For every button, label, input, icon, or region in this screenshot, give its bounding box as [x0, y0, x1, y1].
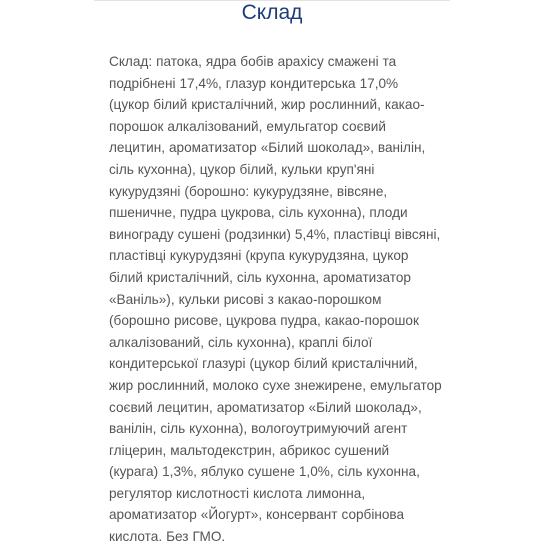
ingredients-text: Склад: патока, ядра бобів арахісу смажені та подрібнені 17,4%, глазур кондитерська 17,0% (цукор білий кристалічний, жир рослинний, какао- порошок алкалізований, емульгатор соєвий лецитин, ароматизатор «Білий шоколад», ванілін, сіль кухонна), цукор білий, кульки круп'яні кукурудзяні (борошно: кукурудзяне, вівсяне, пшеничне, пудра цукрова, сіль кухонна), плоди винограду сушені (родзинки) 5,4%, пластівці вівсяні, пластівці кукурудзяні (крупа кукурудзяна, цукор білий кристалічний, сіль кухонна, ароматизатор «Ваніль»), кульки рисові з какао-порошком (борошно рисове, цукрова пудра, какао-порошок алкалізований, сіль кухонна), краплі білої кондитерської глазурі (цукор білий кристалічний, жир рослинний, молоко сухе знежирене, емульгатор соєвий лецитин, ароматизатор «Білий шоколад», ванілін, сіль кухонна), вологоутримуючий агент гліцерин, мальтодекстрин, абрикос сушений (курага) 1,3%, яблуко сушене 1,0%, сіль кухонна, регулятор кислотності кислота лимонна, ароматизатор «Йогурт», консервант сорбінова кислота. Без ГМО. [109, 54, 442, 544]
section-title: Склад [241, 1, 303, 24]
